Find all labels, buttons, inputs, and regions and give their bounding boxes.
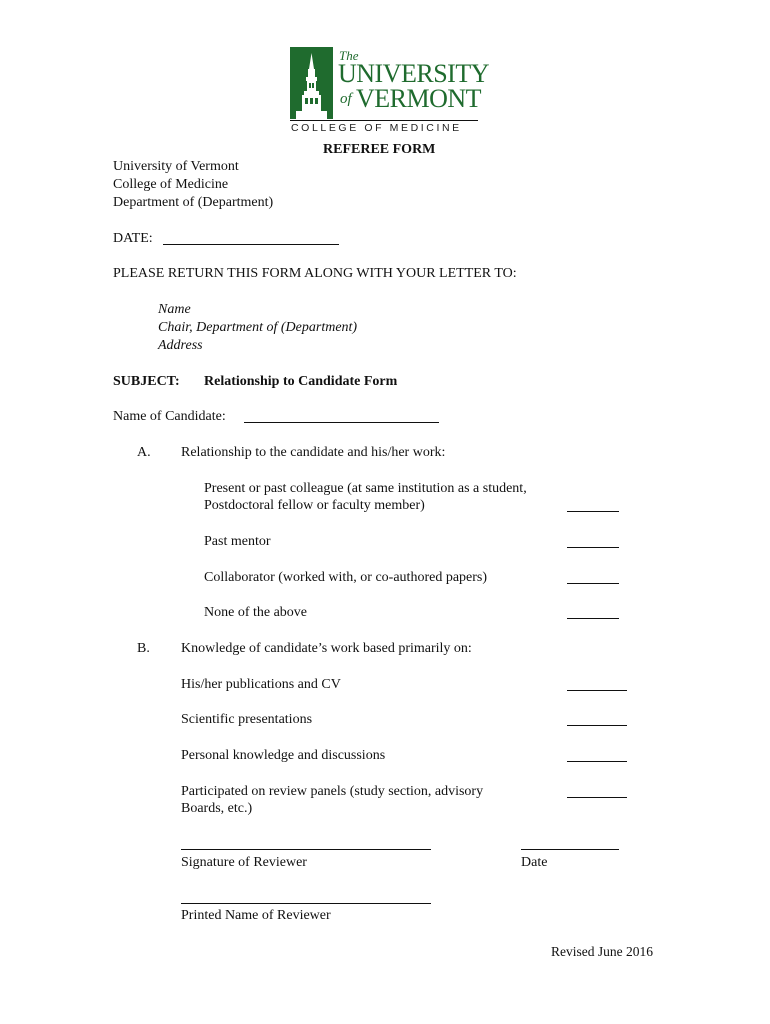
logo-university: UNIVERSITY xyxy=(338,59,489,88)
colleague-blank[interactable] xyxy=(567,511,619,512)
logo-of: of xyxy=(340,91,352,107)
address-line-college: College of Medicine xyxy=(113,177,229,192)
date-label: DATE: xyxy=(113,231,153,246)
section-b-heading: Knowledge of candidate’s work based primarily on: xyxy=(181,641,472,656)
logo-the: The xyxy=(339,48,359,63)
signature-label: Signature of Reviewer xyxy=(181,855,307,870)
return-name: Name xyxy=(158,302,191,317)
address-line-university: University of Vermont xyxy=(113,159,239,174)
section-b-letter: B. xyxy=(137,641,150,656)
collaborator-blank[interactable] xyxy=(567,583,619,584)
section-a-heading: Relationship to the candidate and his/her work: xyxy=(181,445,446,460)
logo-vermont: VERMONT xyxy=(356,84,482,113)
candidate-name-blank[interactable] xyxy=(244,422,439,423)
section-a-letter: A. xyxy=(137,445,151,460)
return-chair: Chair, Department of (Department) xyxy=(158,320,358,335)
address-line-department: Department of (Department) xyxy=(113,195,274,210)
signature-date-blank[interactable] xyxy=(521,849,619,850)
return-instruction: PLEASE RETURN THIS FORM ALONG WITH YOUR LETTER TO: xyxy=(113,266,517,281)
option-presentations: Scientific presentations xyxy=(181,712,313,727)
signature-blank[interactable] xyxy=(181,849,431,850)
personal-blank[interactable] xyxy=(567,761,627,762)
tower-emblem xyxy=(290,47,333,119)
option-colleague-line1: Present or past colleague (at same institution as a student, xyxy=(204,481,527,496)
return-address: Address xyxy=(158,338,203,353)
none-blank[interactable] xyxy=(567,618,619,619)
logo-college: COLLEGE OF MEDICINE xyxy=(291,122,462,134)
printed-name-label: Printed Name of Reviewer xyxy=(181,908,331,923)
revised-date: Revised June 2016 xyxy=(551,944,653,959)
review-panels-blank[interactable] xyxy=(567,797,627,798)
option-none: None of the above xyxy=(204,605,308,620)
presentations-blank[interactable] xyxy=(567,725,627,726)
university-logo xyxy=(290,47,489,135)
printed-name-blank[interactable] xyxy=(181,903,431,904)
option-colleague-line2: Postdoctoral fellow or faculty member) xyxy=(204,498,425,513)
signature-date-label: Date xyxy=(521,855,548,870)
past-mentor-blank[interactable] xyxy=(567,547,619,548)
option-collaborator: Collaborator (worked with, or co-authored papers) xyxy=(204,570,488,585)
option-review-panels-line2: Boards, etc.) xyxy=(181,801,253,816)
candidate-label: Name of Candidate: xyxy=(113,409,226,424)
subject-label: SUBJECT: xyxy=(113,374,180,389)
form-title: REFEREE FORM xyxy=(323,142,436,157)
option-past-mentor: Past mentor xyxy=(204,534,271,549)
option-publications: His/her publications and CV xyxy=(181,677,341,692)
publications-blank[interactable] xyxy=(567,690,627,691)
option-review-panels-line1: Participated on review panels (study section, advisory xyxy=(181,784,484,799)
option-personal: Personal knowledge and discussions xyxy=(181,748,386,763)
subject-value: Relationship to Candidate Form xyxy=(204,374,398,389)
logo-rule xyxy=(290,120,478,121)
date-blank[interactable] xyxy=(163,244,339,245)
